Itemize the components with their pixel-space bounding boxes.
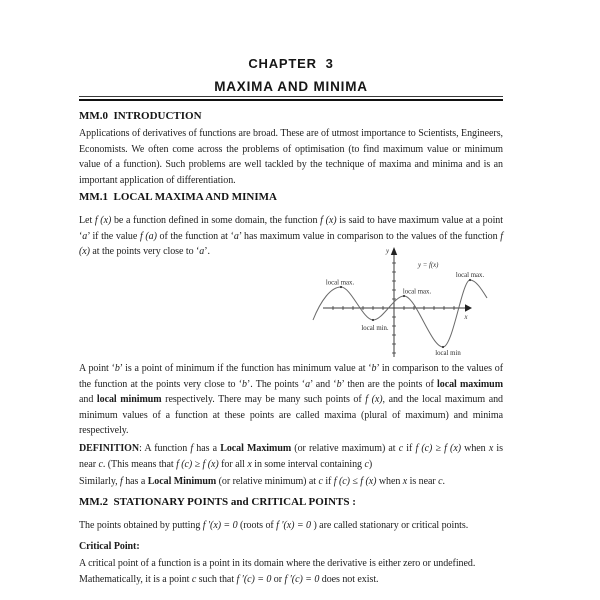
local-min-label-left: local min.	[361, 325, 389, 332]
definition-similarly-line: Similarly, f has a Local Minimum (or relative minimum) at c if f (c) ≤ f (x) when x is near c.	[79, 476, 445, 487]
function-graph-figure	[288, 246, 558, 362]
mm1-paragraph-2: A point ‘b’ is a point of minimum if the function has minimum value at ‘b’ in comparison to the values of the function at the points very close to ‘b’. The points ‘a’ and ‘b’ then are the points of local maximum and local minimum respectively. There may be many such points of f (x), and the local maximum and minimum values of a function at these points are called maxima (plural of maximum) and minima respectively.	[79, 363, 504, 437]
title-rule	[79, 96, 503, 101]
section-mm0-heading: MM.0 INTRODUCTION	[79, 110, 202, 122]
chapter-heading: CHAPTER 3	[248, 56, 334, 71]
mm2-body-line: The points obtained by putting f ′(x) = 0 (roots of f ′(x) = 0 ) are called stationary or critical points.	[79, 520, 469, 531]
critical-point-heading: Critical Point:	[79, 541, 140, 552]
y-axis-label: y	[385, 248, 389, 255]
local-min-label-right: local min	[435, 350, 461, 357]
definition-paragraph: DEFINITION: A function f has a Local Maximum (or relative maximum) at c if f (c) ≥ f (x) when x is near c. (This means that f (c) ≥ f (x) for all x in some interval containing c)	[79, 443, 503, 470]
section-mm2-heading: MM.2 STATIONARY POINTS and CRITICAL POINTS :	[79, 496, 356, 508]
x-axis-arrow-icon	[465, 304, 472, 312]
critical-point-line-1: A critical point of a function is a point in its domain where the derivative is either zero or undefined.	[79, 558, 476, 569]
y-axis-arrow-icon	[391, 247, 397, 255]
local-max-label-middle: local max.	[402, 288, 432, 296]
section-mm0-body: Applications of derivatives of functions are broad. These are of utmost importance to Scientists, Engineers, Economists. We often come across the problems of optimisation (to find maximum value or minimum value of a function). Such problems are well tackled by the technique of maxima and minima and is an important application of differentiation.	[79, 128, 503, 186]
section-mm1-heading: MM.1 LOCAL MAXIMA AND MINIMA	[79, 191, 277, 203]
local-max-label-right: local max.	[455, 272, 485, 279]
critical-point-line-2: Mathematically, it is a point c such that f ′(c) = 0 or f ′(c) = 0 does not exist.	[79, 574, 379, 585]
page-title: MAXIMA AND MINIMA	[214, 79, 368, 94]
local-max-label-left: local max.	[325, 279, 355, 287]
curve-equation-label: y = f(x)	[418, 262, 439, 269]
mm1-paragraph-1: Let f (x) be a function defined in some domain, the function f (x) is said to have maximum value at a point ‘a’ if the value f (a) of the function at ‘a’ has maximum value in comparison to the values of the function f (x) at the points very close to ‘a’.	[79, 215, 503, 258]
function-curve	[313, 280, 487, 347]
x-axis-label: x	[464, 314, 468, 321]
